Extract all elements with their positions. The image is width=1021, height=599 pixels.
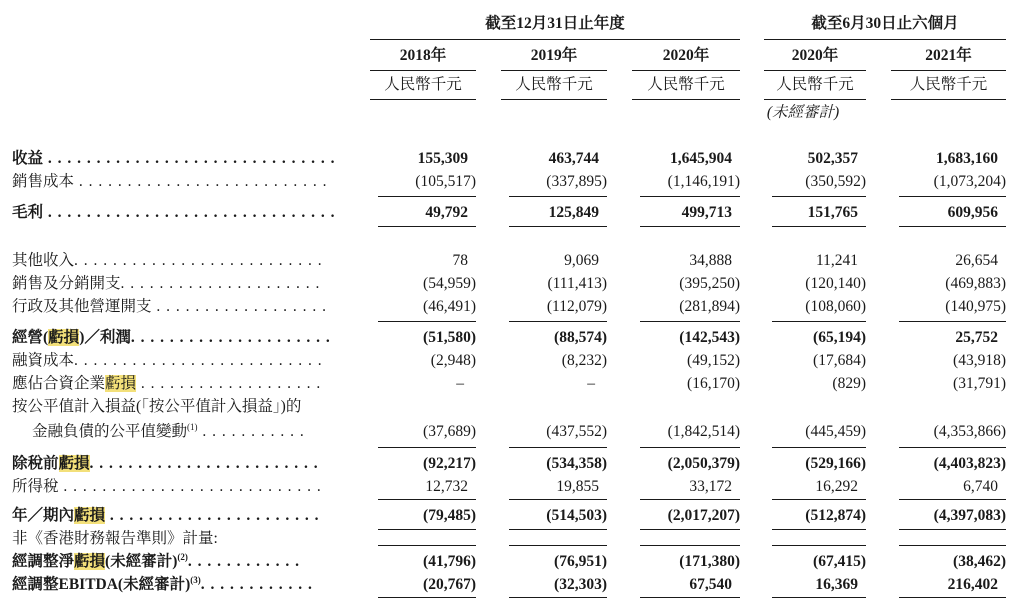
- row-label: [12, 203, 336, 223]
- value-cell: (4,353,866): [933, 423, 1006, 440]
- row-label: [12, 397, 301, 417]
- value-cell: (534,358): [546, 455, 607, 472]
- subtotal-rule: [640, 447, 740, 448]
- highlighted-term: 虧損: [74, 507, 106, 524]
- row-label: [12, 575, 313, 595]
- value-cell: (2,050,379): [667, 455, 740, 472]
- value-cell: 609,956: [947, 204, 998, 221]
- value-cell: (49,152): [687, 352, 740, 369]
- value-cell: –: [456, 375, 464, 392]
- value-cell: 67,540: [689, 576, 732, 593]
- column-year-4: 2020年: [791, 47, 839, 64]
- value-cell: 6,740: [963, 478, 998, 495]
- value-cell: (140,975): [945, 298, 1006, 315]
- header-group-annual: 截至12月31日止年度: [485, 15, 625, 32]
- value-cell: 463,744: [548, 150, 599, 167]
- value-cell: (88,574): [554, 329, 607, 346]
- value-cell: 16,292: [815, 478, 858, 495]
- footnote-marker: (1): [187, 421, 198, 432]
- subtotal-rule: [378, 499, 476, 500]
- column-year-2: 2019年: [530, 47, 578, 64]
- value-cell: (54,959): [423, 275, 476, 292]
- value-cell: –: [587, 375, 595, 392]
- total-underline: [509, 529, 607, 530]
- column-note-unaudited: (未經審計): [766, 104, 840, 121]
- value-cell: 502,357: [807, 150, 858, 167]
- column-unit-rule: [891, 99, 1006, 100]
- value-cell: (445,459): [805, 423, 866, 440]
- label-text: 經營(: [12, 329, 49, 346]
- row-label: [12, 274, 320, 294]
- label-text: 毛利: [12, 204, 44, 221]
- column-year-rule: [891, 70, 1006, 71]
- label-text: 年／期內: [12, 507, 75, 524]
- column-year-rule: [632, 70, 740, 71]
- value-cell: (37,689): [423, 423, 476, 440]
- row-label: [12, 529, 218, 549]
- leader-dots: . . . . . . . . . . . . . . . . . . . . . . . . . .: [74, 173, 328, 190]
- subtotal-rule: [509, 321, 607, 322]
- column-year-rule: [764, 70, 866, 71]
- label-text: 按公平值計入損益(「按公平值計入損益」)的: [12, 398, 302, 415]
- value-cell: (1,146,191): [667, 173, 740, 190]
- column-unit-rule: [501, 99, 607, 100]
- value-cell: 125,849: [548, 204, 599, 221]
- value-cell: (4,397,083): [933, 507, 1006, 524]
- column-year-3: 2020年: [662, 47, 710, 64]
- value-cell: (38,462): [953, 553, 1006, 570]
- leader-dots: . . . . . . . . . . . . . . . . . . . . . .: [105, 507, 320, 524]
- total-underline: [378, 226, 476, 227]
- subtotal-rule: [509, 499, 607, 500]
- value-cell: (32,303): [554, 576, 607, 593]
- value-cell: (43,918): [953, 352, 1006, 369]
- label-text: 銷售及分銷開支: [12, 275, 121, 292]
- subtotal-rule: [899, 545, 1006, 546]
- subtotal-rule: [509, 545, 607, 546]
- subtotal-rule: [640, 545, 740, 546]
- label-text: )／利潤: [79, 329, 131, 346]
- header-group-annual-rule: [370, 39, 740, 40]
- subtotal-rule: [640, 499, 740, 500]
- header-group-interim-rule: [764, 39, 1006, 40]
- row-label: [12, 328, 331, 348]
- subtotal-rule: [509, 447, 607, 448]
- subtotal-rule: [772, 447, 866, 448]
- subtotal-rule: [899, 321, 1006, 322]
- value-cell: 78: [452, 252, 468, 269]
- label-text: 經調整淨: [12, 553, 75, 570]
- value-cell: 34,888: [689, 252, 732, 269]
- value-cell: (4,403,823): [933, 455, 1006, 472]
- value-cell: (8,232): [561, 352, 607, 369]
- leader-dots: . . . . . . . . . . . .: [187, 553, 300, 570]
- value-cell: 11,241: [815, 252, 858, 269]
- leader-dots: . . . . . . . . . . . . . . . . . . . . . . . . . . . . . .: [43, 150, 336, 167]
- value-cell: (31,791): [953, 375, 1006, 392]
- value-cell: (16,170): [687, 375, 740, 392]
- label-text: 經調整EBITDA(未經審計): [12, 576, 191, 593]
- total-underline: [640, 226, 740, 227]
- value-cell: (281,894): [679, 298, 740, 315]
- value-cell: (1,842,514): [667, 423, 740, 440]
- total-underline: [899, 226, 1006, 227]
- subtotal-rule: [772, 499, 866, 500]
- value-cell: (92,217): [423, 455, 476, 472]
- value-cell: (111,413): [547, 275, 607, 292]
- highlighted-term: 虧損: [58, 455, 90, 472]
- highlighted-term: 虧損: [48, 329, 80, 346]
- value-cell: 19,855: [556, 478, 599, 495]
- value-cell: 151,765: [807, 204, 858, 221]
- leader-dots: . . . . . . . . . . . . . . . . . .: [151, 298, 328, 315]
- label-text: 融資成本: [12, 352, 75, 369]
- value-cell: 33,172: [689, 478, 732, 495]
- column-unit-2: 人民幣千元: [515, 76, 593, 93]
- leader-dots: . . . . . . . . . . . . . . . . . . . . .: [120, 275, 321, 292]
- subtotal-rule: [772, 321, 866, 322]
- row-label: [12, 477, 322, 497]
- total-underline: [509, 226, 607, 227]
- column-year-rule: [501, 70, 607, 71]
- label-text: 收益: [12, 150, 44, 167]
- row-label: [12, 552, 300, 572]
- leader-dots: . . . . . . . . . . . . . . . . . . . . . . . . . .: [74, 252, 323, 269]
- column-unit-rule: [370, 99, 476, 100]
- total-underline: [899, 597, 1006, 598]
- value-cell: 499,713: [681, 204, 732, 221]
- leader-dots: . . . . . . . . . . .: [197, 423, 305, 440]
- value-cell: (171,380): [679, 553, 740, 570]
- value-cell: 216,402: [947, 576, 998, 593]
- value-cell: (108,060): [805, 298, 866, 315]
- row-label: [12, 172, 328, 192]
- leader-dots: . . . . . . . . . . . . . . . . . . .: [136, 375, 322, 392]
- value-cell: (79,485): [423, 507, 476, 524]
- row-label: [12, 149, 336, 169]
- row-label: [12, 297, 327, 317]
- label-text: 金融負債的公平值變動: [32, 423, 188, 440]
- value-cell: (41,796): [423, 553, 476, 570]
- leader-dots: . . . . . . . . . . . . . . . . . . . . . . . .: [89, 455, 319, 472]
- label-text: (未經審計): [105, 553, 178, 570]
- subtotal-rule: [772, 545, 866, 546]
- value-cell: (1,073,204): [933, 173, 1006, 190]
- subtotal-rule: [378, 545, 476, 546]
- subtotal-rule: [640, 321, 740, 322]
- column-unit-rule: [764, 99, 866, 100]
- value-cell: (105,517): [415, 173, 476, 190]
- row-label: [12, 251, 323, 271]
- value-cell: (51,580): [423, 329, 476, 346]
- value-cell: 16,369: [815, 576, 858, 593]
- value-cell: (112,079): [546, 298, 607, 315]
- value-cell: (350,592): [805, 173, 866, 190]
- footnote-marker: (2): [177, 551, 188, 562]
- column-unit-rule: [632, 99, 740, 100]
- value-cell: (142,543): [679, 329, 740, 346]
- subtotal-rule: [772, 196, 866, 197]
- total-underline: [772, 597, 866, 598]
- value-cell: (17,684): [813, 352, 866, 369]
- value-cell: 155,309: [417, 150, 468, 167]
- value-cell: (46,491): [423, 298, 476, 315]
- value-cell: 49,792: [425, 204, 468, 221]
- column-unit-5: 人民幣千元: [909, 76, 988, 93]
- label-text: 銷售成本: [12, 173, 75, 190]
- row-label: [12, 351, 323, 371]
- value-cell: (2,017,207): [667, 507, 740, 524]
- label-text: 除稅前: [12, 455, 59, 472]
- value-cell: (67,415): [813, 553, 866, 570]
- total-underline: [378, 529, 476, 530]
- total-underline: [378, 597, 476, 598]
- subtotal-rule: [899, 196, 1006, 197]
- row-label: [12, 454, 319, 474]
- total-underline: [509, 597, 607, 598]
- value-cell: (76,951): [554, 553, 607, 570]
- row-label: [12, 374, 321, 394]
- subtotal-rule: [899, 499, 1006, 500]
- value-cell: (2,948): [430, 352, 476, 369]
- highlighted-term: 虧損: [105, 375, 137, 392]
- row-label: [12, 506, 320, 526]
- value-cell: (337,895): [546, 173, 607, 190]
- subtotal-rule: [640, 196, 740, 197]
- label-text: 非《香港財務報告準則》計量:: [12, 530, 218, 547]
- label-text: 其他收入: [12, 252, 75, 269]
- leader-dots: . . . . . . . . . . . . . . . . . . . . . . . . . . .: [58, 478, 322, 495]
- value-cell: 1,645,904: [670, 150, 732, 167]
- subtotal-rule: [378, 321, 476, 322]
- column-unit-4: 人民幣千元: [776, 76, 854, 93]
- footnote-marker: (3): [190, 574, 201, 585]
- value-cell: 25,752: [955, 329, 998, 346]
- value-cell: 12,732: [425, 478, 468, 495]
- column-unit-3: 人民幣千元: [647, 76, 725, 93]
- value-cell: (512,874): [805, 507, 866, 524]
- total-underline: [640, 529, 740, 530]
- value-cell: (514,503): [546, 507, 607, 524]
- leader-dots: . . . . . . . . . . . .: [200, 576, 313, 593]
- value-cell: 1,683,160: [936, 150, 998, 167]
- total-underline: [772, 226, 866, 227]
- leader-dots: . . . . . . . . . . . . . . . . . . . . . . . . . .: [74, 352, 323, 369]
- column-unit-1: 人民幣千元: [384, 76, 462, 93]
- value-cell: (529,166): [805, 455, 866, 472]
- subtotal-rule: [378, 196, 476, 197]
- label-text: 所得稅: [12, 478, 59, 495]
- value-cell: (20,767): [423, 576, 476, 593]
- value-cell: (65,194): [813, 329, 866, 346]
- label-text: 行政及其他營運開支: [12, 298, 152, 315]
- column-year-1: 2018年: [399, 47, 447, 64]
- value-cell: (469,883): [945, 275, 1006, 292]
- value-cell: (395,250): [679, 275, 740, 292]
- highlighted-term: 虧損: [74, 553, 106, 570]
- subtotal-rule: [509, 196, 607, 197]
- total-underline: [772, 529, 866, 530]
- header-group-interim: 截至6月30日止六個月: [811, 15, 959, 32]
- leader-dots: . . . . . . . . . . . . . . . . . . . . .: [130, 329, 331, 346]
- total-underline: [899, 529, 1006, 530]
- value-cell: (120,140): [805, 275, 866, 292]
- subtotal-rule: [899, 447, 1006, 448]
- label-text: 應佔合資企業: [12, 375, 106, 392]
- leader-dots: . . . . . . . . . . . . . . . . . . . . . . . . . . . . . .: [43, 204, 336, 221]
- value-cell: (437,552): [546, 423, 607, 440]
- column-year-5: 2021年: [925, 47, 972, 64]
- value-cell: (829): [832, 375, 866, 392]
- value-cell: 9,069: [564, 252, 599, 269]
- value-cell: 26,654: [955, 252, 998, 269]
- total-underline: [640, 597, 740, 598]
- subtotal-rule: [378, 447, 476, 448]
- row-label: [32, 422, 305, 442]
- column-year-rule: [370, 70, 476, 71]
